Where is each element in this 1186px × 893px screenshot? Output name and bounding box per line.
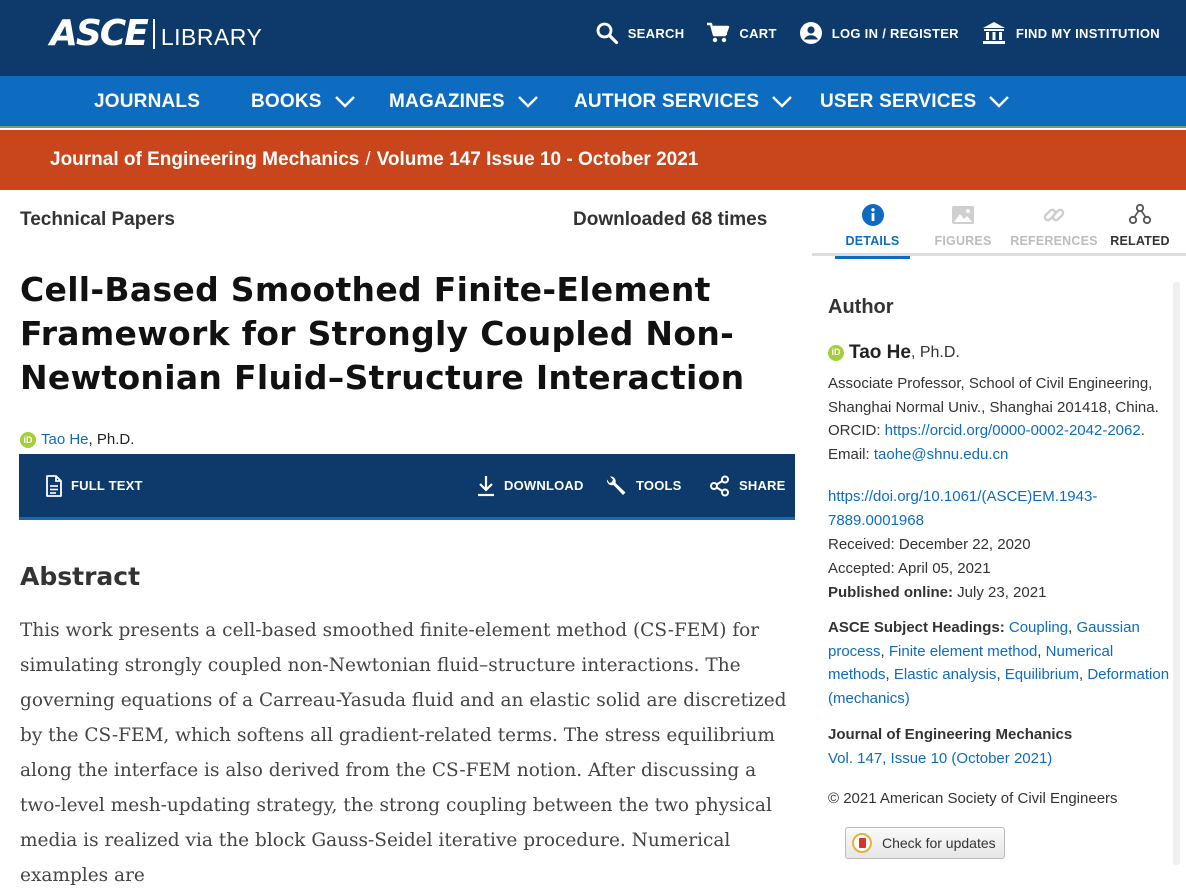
tab-references-label: REFERENCES (1010, 234, 1098, 248)
full-text-button[interactable] (45, 454, 143, 517)
chevron-down-icon (988, 95, 1010, 109)
tools-button[interactable] (604, 454, 682, 517)
download-label: DOWNLOAD (504, 478, 584, 493)
author-degree: , Ph.D. (88, 431, 135, 448)
nav-journals[interactable] (94, 76, 200, 128)
subject-headings: ASCE Subject Headings: Coupling, Gaussian process, Finite element method, Numerical methods, Elastic analysis, Equilibrium, Deformation (mechanics) (828, 619, 1170, 707)
find-institution-link[interactable] (981, 21, 1160, 45)
top-header (0, 0, 1186, 76)
abstract-heading: Abstract (20, 562, 141, 591)
find-institution-label: FIND MY INSTITUTION (1015, 25, 1160, 41)
asce-library-logo[interactable] (50, 14, 262, 54)
subject-headings-label: ASCE Subject Headings: (828, 619, 1005, 636)
search-icon (595, 21, 619, 45)
wrench-icon (604, 474, 628, 498)
email-label: . Email: (828, 422, 1145, 463)
published-date-line (828, 581, 1173, 605)
nav-books[interactable] (251, 76, 356, 128)
chevron-down-icon (771, 95, 793, 109)
share-button[interactable] (709, 454, 786, 517)
institution-icon (981, 21, 1007, 45)
share-icon (709, 475, 731, 497)
author-name-link[interactable]: Tao He (41, 431, 89, 448)
tab-related[interactable] (1108, 196, 1172, 256)
subject-link[interactable]: Equilibrium (1004, 666, 1079, 683)
published-date: July 23, 2021 (953, 584, 1047, 601)
tab-references[interactable] (1012, 196, 1096, 256)
details-journal-name: Journal of Engineering Mechanics (828, 726, 1073, 743)
accepted-date: Accepted: April 05, 2021 (828, 560, 991, 577)
tab-related-label: RELATED (1110, 234, 1170, 248)
journal-issue-link[interactable]: Vol. 147, Issue 10 (October 2021) (828, 750, 1053, 767)
chevron-down-icon (334, 95, 356, 109)
published-label: Published online: (828, 584, 954, 601)
nav-user-services-label: USER SERVICES (820, 91, 977, 112)
subject-link[interactable]: Finite element method (888, 642, 1038, 660)
doi-link[interactable]: https://doi.org/10.1061/(ASCE)EM.1943-7889.0001968 (828, 488, 1098, 529)
nav-books-label: BOOKS (251, 91, 322, 112)
breadcrumb-journal-link[interactable]: Journal of Engineering Mechanics (50, 149, 360, 170)
tab-details-label: DETAILS (845, 234, 900, 248)
logo-main-text: ASCE (50, 13, 147, 54)
tab-details[interactable] (835, 196, 910, 256)
orcid-icon[interactable]: iD (20, 432, 36, 448)
details-author-degree: , Ph.D. (910, 344, 960, 361)
download-button[interactable] (476, 454, 584, 517)
logo-divider (153, 19, 155, 49)
download-count: Downloaded 68 times (573, 209, 768, 230)
details-issue-block (828, 747, 1173, 771)
tab-figures-label: FIGURES (934, 234, 992, 248)
check-for-updates-button[interactable] (845, 827, 1005, 859)
author-affiliation: Associate Professor, School of Civil Engineering, Shanghai Normal Univ., Shanghai 201418, China. ORCID: (828, 375, 1159, 439)
link-icon (1042, 203, 1066, 227)
nav-user-services[interactable] (820, 76, 1010, 128)
header-links (573, 20, 1160, 46)
download-icon (476, 475, 496, 497)
details-scrollbar[interactable] (1173, 282, 1180, 865)
doi-block (828, 485, 1128, 532)
details-author-name: Tao He (849, 342, 911, 363)
author-affiliation-block (828, 372, 1173, 466)
article-action-bar (19, 454, 795, 520)
breadcrumb-separator: / (365, 149, 371, 170)
related-nodes-icon (1128, 203, 1152, 227)
check-for-updates-label: Check for updates (882, 835, 996, 851)
details-tabs (812, 196, 1186, 256)
search-link-label: SEARCH (627, 25, 685, 41)
document-icon (45, 475, 63, 497)
breadcrumb-issue-link[interactable]: Volume 147 Issue 10 - October 2021 (376, 149, 699, 170)
share-label: SHARE (739, 478, 786, 493)
cart-link-label: CART (739, 25, 777, 41)
nav-author-services-label: AUTHOR SERVICES (574, 91, 760, 112)
abstract-text: This work presents a cell-based smoothed finite-element method (CS-FEM) for simulating strongly coupled non-Newtonian fluid–structure interactions. The governing equations of a Carreau-Yasuda fluid and an elastic solid are discretized by the CS-FEM, which softens all gradient-related terms. The stress equilibrium along the interface is also derived from the CS-FEM notion. After discussing a two-level mesh-updating strategy, the strong coupling between the two physical media is realized via the block Gauss-Seidel iterative procedure. Numerical examples are (20, 620, 787, 886)
tab-figures[interactable] (930, 196, 996, 256)
nav-journals-label: JOURNALS (94, 91, 201, 112)
cart-icon (706, 22, 730, 44)
copyright-notice: © 2021 American Society of Civil Engineers (828, 790, 1118, 807)
image-icon (951, 205, 975, 225)
crossmark-icon (852, 833, 872, 853)
journal-breadcrumb (0, 130, 1186, 190)
author-heading: Author (828, 296, 894, 318)
subject-link[interactable]: Gaussian process (828, 619, 1140, 660)
nav-magazines-label: MAGAZINES (389, 91, 505, 112)
article-author-line (20, 431, 134, 448)
subject-link[interactable]: Elastic analysis (893, 666, 997, 683)
article-section-label: Technical Papers (20, 209, 175, 230)
subject-link[interactable]: Numerical methods (828, 642, 1114, 683)
login-register-link[interactable] (799, 21, 959, 45)
info-icon (861, 203, 885, 227)
login-register-label: LOG IN / REGISTER (831, 25, 959, 41)
author-email-link[interactable]: taohe@shnu.edu.cn (873, 445, 1009, 463)
details-author-line (828, 341, 1173, 365)
orcid-icon[interactable]: iD (828, 345, 844, 361)
nav-author-services[interactable] (574, 76, 793, 128)
full-text-label: FULL TEXT (71, 478, 143, 493)
main-nav (0, 76, 1186, 128)
subject-link[interactable]: Coupling (1008, 619, 1069, 636)
nav-magazines[interactable] (389, 76, 539, 128)
user-account-icon (799, 21, 823, 45)
subject-link[interactable]: Deformation (mechanics) (828, 666, 1170, 707)
orcid-url-link[interactable]: https://orcid.org/0000-0002-2042-2062 (884, 422, 1141, 439)
chevron-down-icon (517, 95, 539, 109)
search-link[interactable] (595, 21, 685, 45)
tools-label: TOOLS (636, 478, 682, 493)
logo-sub-text: LIBRARY (160, 24, 263, 50)
received-date: Received: December 22, 2020 (828, 536, 1031, 553)
article-title: Cell-Based Smoothed Finite-Element Framework for Strongly Coupled Non-Newtonian Fluid–Structure Interaction (20, 270, 745, 397)
cart-link[interactable] (706, 22, 776, 44)
